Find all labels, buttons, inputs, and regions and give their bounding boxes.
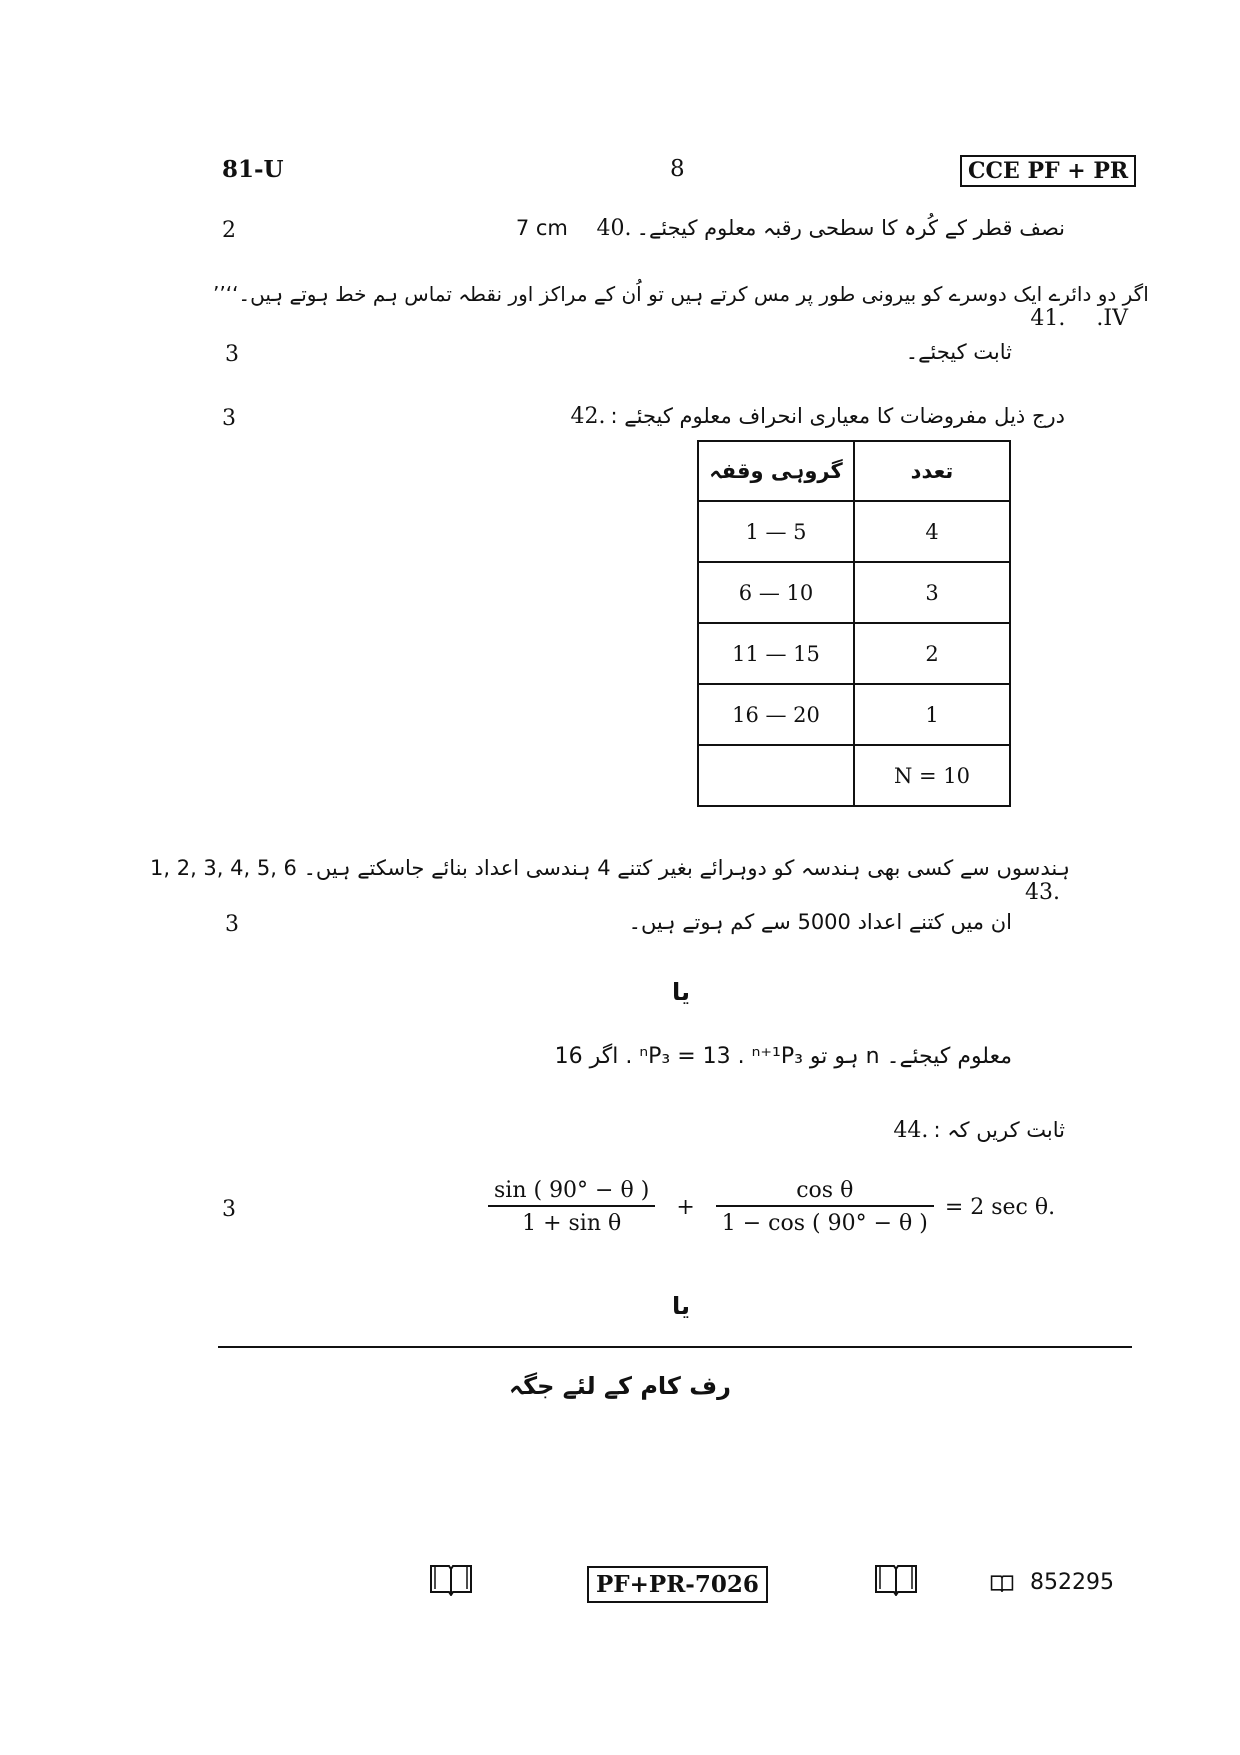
q41-line2: ثابت کیجئے۔ bbox=[905, 340, 1012, 364]
page-number: 8 bbox=[670, 156, 685, 182]
q43-line2-row bbox=[629, 910, 1012, 934]
q44-marks: 3 bbox=[222, 1197, 236, 1222]
rough-work-row bbox=[0, 1372, 1240, 1400]
q44-number: .44 bbox=[893, 1118, 929, 1143]
table-row bbox=[698, 684, 1010, 745]
q44-or-label: یا bbox=[672, 1292, 691, 1320]
interval-cell: 11 — 15 bbox=[698, 623, 854, 684]
fraction-1-numerator: sin ( 90° − θ ) bbox=[488, 1178, 655, 1207]
trig-identity-formula bbox=[488, 1178, 1055, 1236]
q43-line1: 1, 2, 3, 4, 5, 6 ہندسوں سے کسی بھی ہندسہ کو دوہرائے بغیر کتنے 4 ہندسی اعداد بنائے جاسکتے ہیں۔ bbox=[150, 856, 1070, 880]
book-icon bbox=[428, 1562, 474, 1600]
q40-number: .40 bbox=[596, 216, 632, 241]
q41-line2-row bbox=[906, 340, 1012, 364]
q43-marks: 3 bbox=[225, 912, 239, 937]
q41-number: .41 bbox=[1030, 306, 1066, 331]
frequency-cell: 1 bbox=[854, 684, 1010, 745]
fraction-2-numerator: cos θ bbox=[716, 1178, 934, 1207]
q43-alt-text: اگر 16 . ⁿP₃ = 13 . ⁿ⁺¹P₃ ہو تو n معلوم کیجئے۔ bbox=[554, 1044, 1012, 1069]
q40-row bbox=[365, 216, 1065, 241]
col-header-frequency: تعدد bbox=[854, 441, 1010, 501]
q40-marks: 2 bbox=[222, 218, 236, 243]
book-icon bbox=[873, 1562, 919, 1600]
plus-sign: + bbox=[676, 1194, 695, 1220]
small-book-icon bbox=[990, 1574, 1014, 1596]
table-row bbox=[698, 623, 1010, 684]
q43-or-label: یا bbox=[672, 978, 691, 1006]
rough-work-label: رف کام کے لئے جگہ bbox=[509, 1372, 731, 1400]
q43-line2: ان میں کتنے اعداد 5000 سے کم ہوتے ہیں۔ bbox=[628, 910, 1012, 934]
fraction-2-denominator: 1 − cos ( 90° − θ ) bbox=[721, 1211, 928, 1236]
table-row bbox=[698, 501, 1010, 562]
frequency-cell: 4 bbox=[854, 501, 1010, 562]
table-header-row bbox=[698, 441, 1010, 501]
q41-row bbox=[213, 282, 1149, 331]
frequency-cell: 3 bbox=[854, 562, 1010, 623]
q43-row bbox=[150, 856, 1070, 905]
interval-cell: 1 — 5 bbox=[698, 501, 854, 562]
frequency-cell: 2 bbox=[854, 623, 1010, 684]
table-total-row bbox=[698, 745, 1010, 806]
q43-number: .43 bbox=[1025, 880, 1060, 905]
frequency-table bbox=[697, 440, 1011, 807]
rough-work-divider bbox=[218, 1346, 1132, 1348]
interval-cell bbox=[698, 745, 854, 806]
q41-line1: ’’اگر دو دائرے ایک دوسرے کو بیرونی طور پر مس کرتے ہیں تو اُن کے مراکز اور نقطہ تماس ہم خط ہوتے ہیں۔‘‘ bbox=[213, 282, 1149, 306]
fraction-2 bbox=[716, 1178, 934, 1236]
q41-marks: 3 bbox=[225, 342, 239, 367]
fraction-1-denominator: 1 + sin θ bbox=[522, 1211, 622, 1236]
fraction-1 bbox=[488, 1178, 655, 1236]
q42-marks: 3 bbox=[222, 406, 236, 431]
series-box: CCE PF + PR bbox=[960, 155, 1136, 187]
total-cell: N = 10 bbox=[854, 745, 1010, 806]
col-header-interval: گروہی وقفہ bbox=[698, 441, 854, 501]
section-iv-label: .IV bbox=[1096, 306, 1128, 331]
q43-alt-row bbox=[555, 1044, 1012, 1069]
q42-row bbox=[365, 404, 1065, 429]
formula-rhs: = 2 sec θ. bbox=[944, 1194, 1056, 1220]
paper-code-box: PF+PR-7026 bbox=[587, 1566, 768, 1603]
interval-cell: 16 — 20 bbox=[698, 684, 854, 745]
q42-number: .42 bbox=[570, 404, 606, 429]
paper-code: 81-U bbox=[222, 156, 284, 183]
q44-text: ثابت کریں کہ : bbox=[933, 1118, 1065, 1142]
q44-row bbox=[871, 1118, 1065, 1143]
q40-text: 7 cm نصف قطر کے کُرہ کا سطحی رقبہ معلوم کیجئے۔ bbox=[515, 216, 1065, 240]
serial-number: 852295 bbox=[1030, 1570, 1114, 1595]
interval-cell: 6 — 10 bbox=[698, 562, 854, 623]
q42-text: درج ذیل مفروضات کا معیاری انحراف معلوم کیجئے : bbox=[610, 404, 1065, 428]
table-row bbox=[698, 562, 1010, 623]
